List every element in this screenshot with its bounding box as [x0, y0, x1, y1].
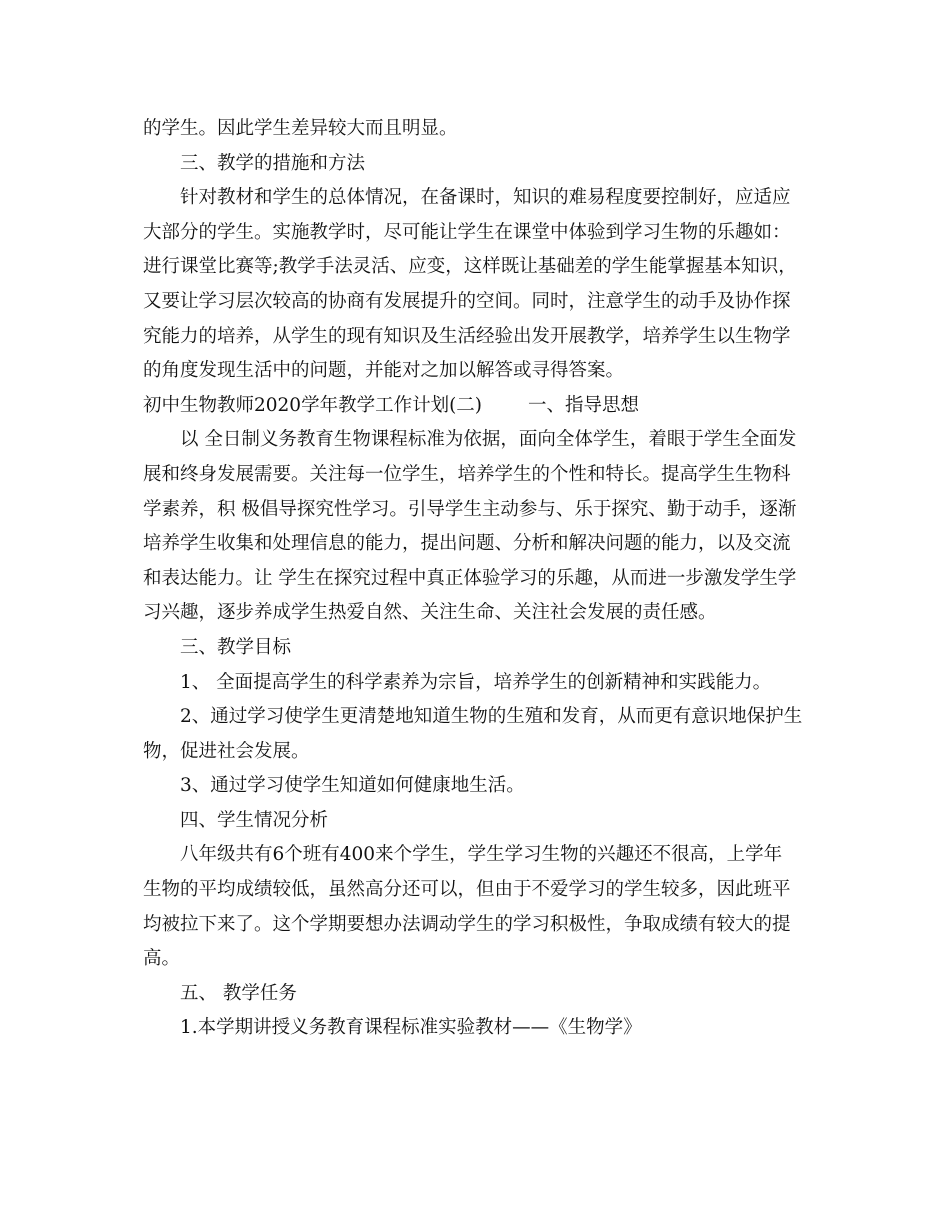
- paragraph-line: 的学生。因此学生差异较大而且明显。: [143, 118, 458, 139]
- document-body: [143, 112, 813, 1046]
- paragraph-line: 均被拉下来了。这个学期要想办法调动学生的学习积极性，争取成绩有较大的提: [143, 913, 791, 935]
- paragraph-line: 展和终身发展需要。关注每一位学生，培养学生的个性和特长。提高学生生物科: [143, 463, 791, 485]
- section-heading: 三、教学的措施和方法: [180, 152, 366, 174]
- list-item: 2、通过学习使学生更清楚地知道生物的生殖和发育，从而更有意识地保护生: [180, 706, 803, 728]
- list-item: 1、 全面提高学生的科学素养为宗旨，培养学生的创新精神和实践能力。: [180, 671, 772, 693]
- paragraph-line: 大部分的学生。实施教学时，尽可能让学生在课堂中体验到学习生物的乐趣如：: [143, 221, 791, 243]
- list-item: 1.本学期讲授义务教育课程标准实验教材——《生物学》: [180, 1017, 642, 1039]
- paragraph-line: 高。: [143, 948, 181, 970]
- document-subtitle: 初中生物教师2020学年教学工作计划(二): [143, 394, 483, 416]
- section-heading: 四、学生情况分析: [180, 809, 329, 831]
- list-item: 3、通过学习使学生知道如何健康地生活。: [180, 775, 525, 797]
- title-line: [143, 389, 813, 424]
- paragraph-line: 和表达能力。让 学生在探究过程中真正体验学习的乐趣，从而进一步激发学生学: [143, 567, 797, 589]
- paragraph-line: 学素养，积 极倡导探究性学习。引导学生主动参与、乐于探究、勤于动手，逐渐: [143, 498, 797, 520]
- paragraph-line: 究能力的培养，从学生的现有知识及生活经验出发开展教学，培养学生以生物学: [143, 325, 791, 347]
- paragraph-line: 培养学生收集和处理信息的能力，提出问题、分析和解决问题的能力，以及交流: [143, 533, 791, 555]
- section-heading: 五、 教学任务: [180, 982, 297, 1004]
- section-heading: 一、指导思想: [528, 394, 640, 416]
- section-heading: 三、教学目标: [180, 636, 292, 658]
- paragraph-line: 以 全日制义务教育生物课程标准为依据，面向全体学生，着眼于学生全面发: [180, 429, 797, 451]
- paragraph-line: 的角度发现生活中的问题，并能对之加以解答或寻得答案。: [143, 360, 625, 382]
- paragraph-line: 针对教材和学生的总体情况，在备课时，知识的难易程度要控制好，应适应: [180, 187, 791, 209]
- paragraph-line: 进行课堂比赛等;教学手法灵活、应变，这样既让基础差的学生能掌握基本知识，: [143, 256, 797, 278]
- paragraph-line: 习兴趣，逐步养成学生热爱自然、关注生命、关注社会发展的责任感。: [143, 602, 717, 624]
- paragraph-line: 生物的平均成绩较低，虽然高分还可以，但由于不爱学习的学生较多，因此班平: [143, 879, 791, 901]
- paragraph-line: 八年级共有6个班有400来个学生，学生学习生物的兴趣还不很高，上学年: [180, 844, 783, 866]
- paragraph-line: 物，促进社会发展。: [143, 740, 310, 762]
- paragraph-line: 又要让学习层次较高的协商有发展提升的空间。同时，注意学生的动手及协作探: [143, 290, 791, 312]
